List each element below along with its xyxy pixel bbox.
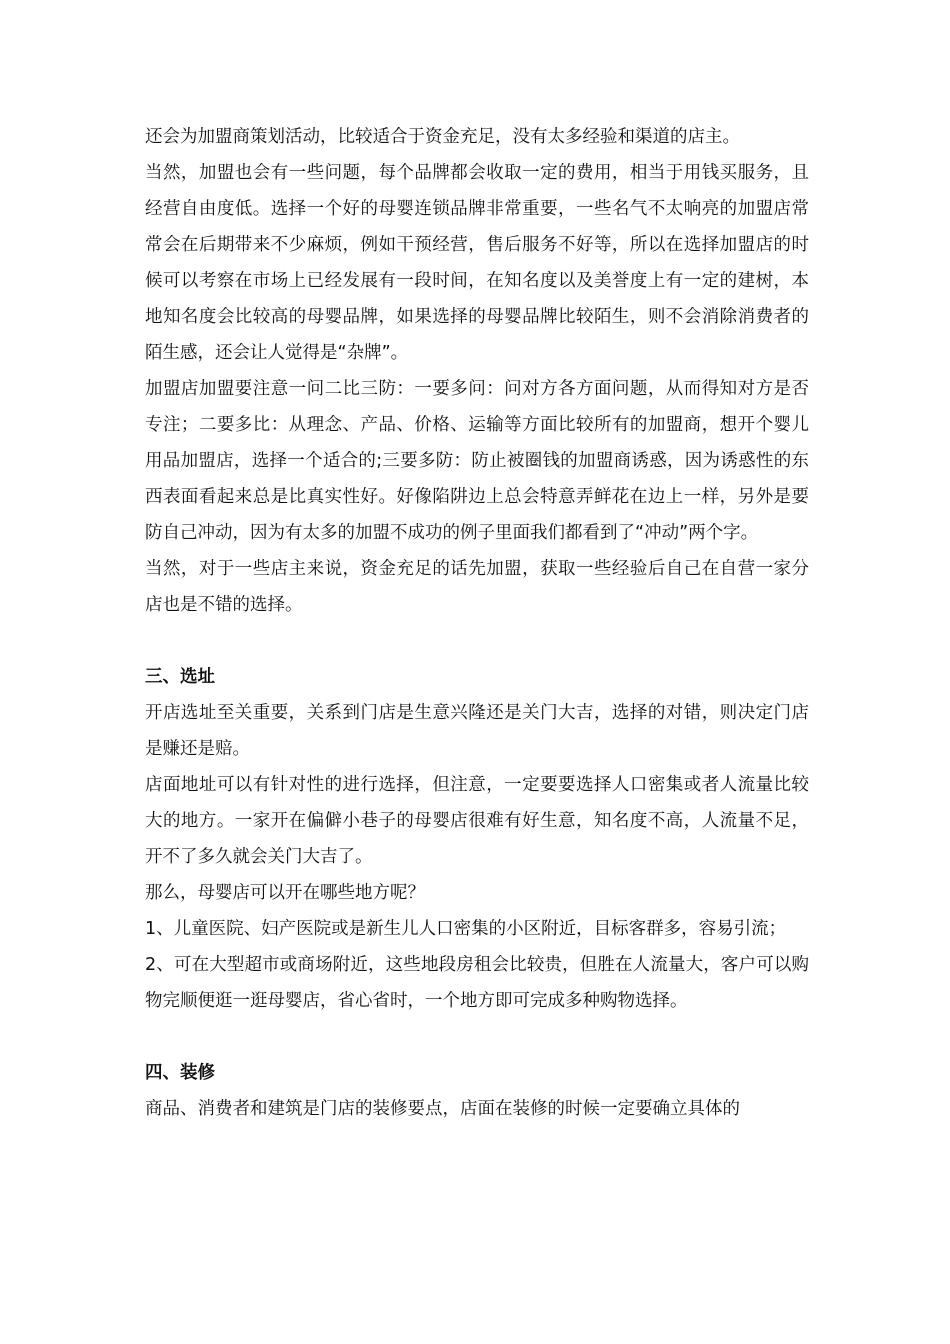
list-item-location-1: 1、儿童医院、妇产医院或是新生儿人口密集的小区附近，目标客群多，容易引流； — [145, 919, 787, 939]
paragraph-franchise-support: 还会为加盟商策划活动，比较适合于资金充足，没有太多经验和渠道的店主。 — [145, 127, 740, 147]
document-body — [145, 119, 809, 1127]
paragraph-location-importance: 开店选址至关重要，关系到门店是生意兴隆还是关门大吉，选择的对错，则决定门店是赚还是赔。 — [145, 703, 809, 759]
paragraph-location-question: 那么，母婴店可以开在哪些地方呢？ — [145, 883, 425, 903]
paragraph-franchise-conclusion: 当然，对于一些店主来说，资金充足的话先加盟，获取一些经验后自己在自营一家分店也是不错的选择。 — [145, 559, 809, 615]
blank-line — [145, 1019, 809, 1055]
section-heading-decoration: 四、装修 — [145, 1063, 215, 1083]
paragraph-franchise-issues: 当然，加盟也会有一些问题，每个品牌都会收取一定的费用，相当于用钱买服务，且经营自由度低。选择一个好的母婴连锁品牌非常重要，一些名气不太响亮的加盟店常常会在后期带来不少麻烦，例如干预经营，售后服务不好等，所以在选择加盟店的时候可以考察在市场上已经发展有一段时间，在知名度以及美誉度上有一定的建树，本地知名度会比较高的母婴品牌，如果选择的母婴品牌比较陌生，则不会消除消费者的陌生感，还会让人觉得是“杂牌”。 — [145, 163, 809, 363]
paragraph-location-choice: 店面地址可以有针对性的进行选择，但注意，一定要要选择人口密集或者人流量比较大的地方。一家开在偏僻小巷子的母婴店很难有好生意，知名度不高，人流量不足，开不了多久就会关门大吉了。 — [145, 775, 809, 867]
blank-line — [145, 623, 809, 659]
paragraph-franchise-tips: 加盟店加盟要注意一问二比三防：一要多问：问对方各方面问题，从而得知对方是否专注；二要多比：从理念、产品、价格、运输等方面比较所有的加盟商，想开个婴儿用品加盟店，选择一个适合的;三要多防：防止被圈钱的加盟商诱惑，因为诱惑性的东西表面看起来总是比真实性好。好像陷阱边上总会特意弄鲜花在边上一样，另外是要防自己冲动，因为有太多的加盟不成功的例子里面我们都看到了“冲动”两个字。 — [145, 379, 809, 543]
section-heading-location: 三、选址 — [145, 667, 215, 687]
paragraph-decoration-intro: 商品、消费者和建筑是门店的装修要点，店面在装修的时候一定要确立具体的 — [145, 1099, 740, 1119]
list-item-location-2: 2、可在大型超市或商场附近，这些地段房租会比较贵，但胜在人流量大，客户可以购物完顺便逛一逛母婴店，省心省时，一个地方即可完成多种购物选择。 — [145, 955, 809, 1011]
